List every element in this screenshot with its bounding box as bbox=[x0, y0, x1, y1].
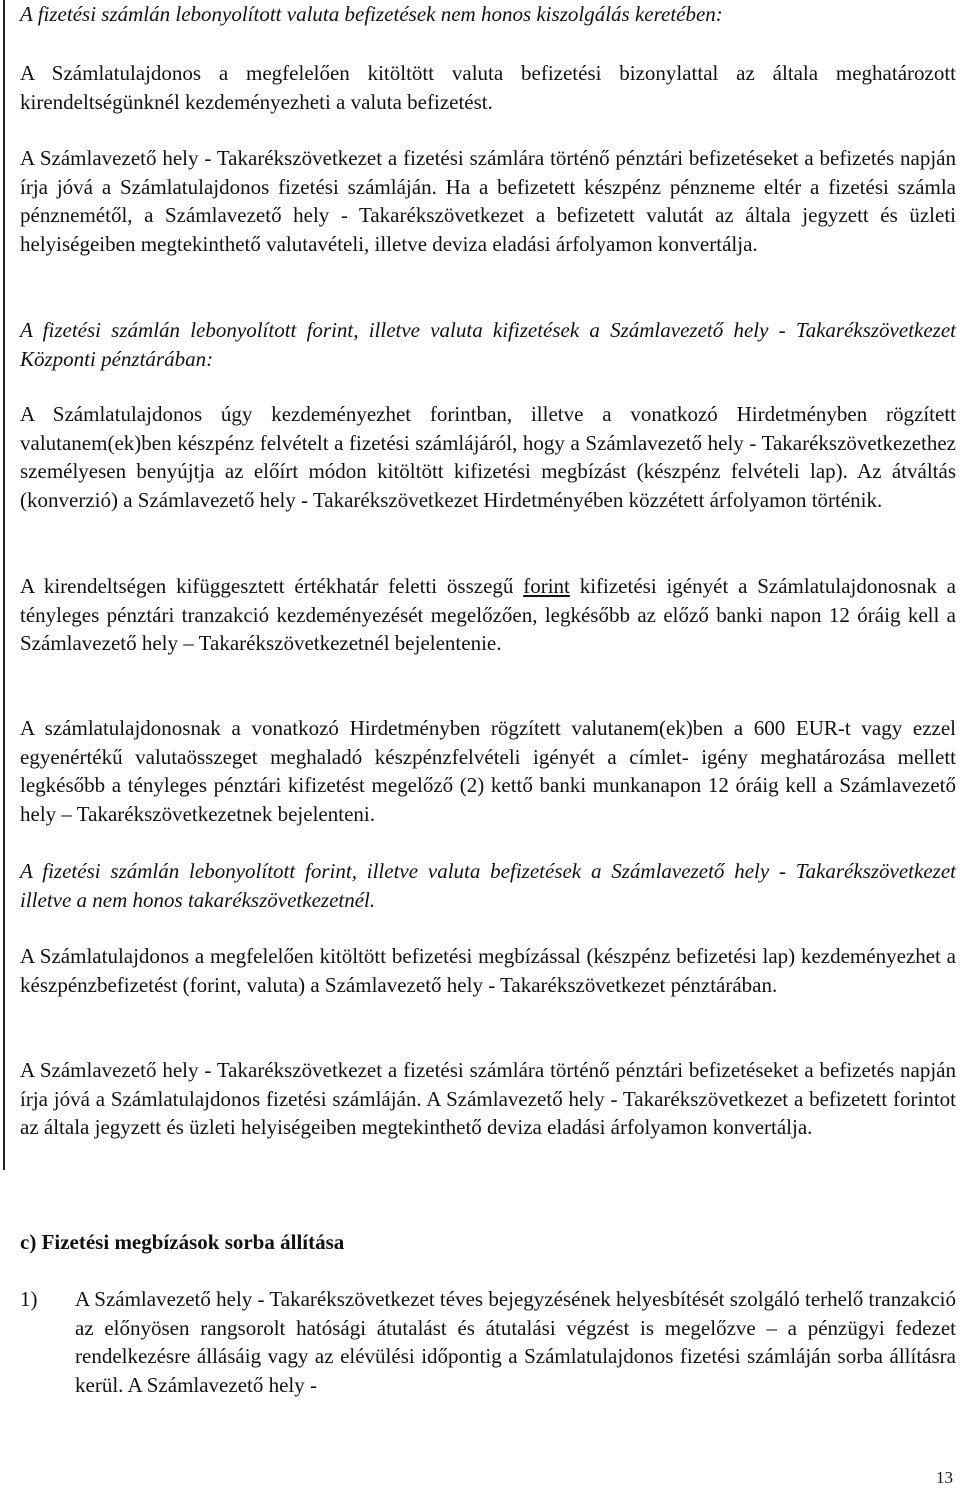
paragraph-4-start: A kirendeltségen kifüggesztett értékhatár feletti összegű bbox=[20, 574, 524, 598]
paragraph-3: A Számlatulajdonos úgy kezdeményezhet forintban, illetve a vonatkozó Hirdetményben rögzített valutanem(ek)ben készpénz felvételt a fizetési számlájáról, hogy a Számlavezető hely - Takarékszövetkezethez személyesen benyújtja az előírt módon kitöltött kifizetési megbízást (készpénz felvételi lap). Az átváltás (konverzió) a Számlavezető hely - Takarékszövetkezet Hirdetményében közzétett árfolyamon történik. bbox=[20, 402, 956, 512]
paragraph-6: A Számlatulajdonos a megfelelően kitöltött befizetési megbízással (készpénz befizetési lap) kezdeményezhet a készpénzbefizetést (forint, valuta) a Számlavezető hely - Takarékszövetkezet pénztárában. bbox=[20, 944, 956, 997]
revision-change-bar bbox=[3, 0, 5, 1170]
paragraph-4-end: kifizetési igényét a Számlatulajdonosnak a tényleges pénztári tranzakció kezdeményezését megelőzően, legkésőbb az előző banki napon 12 óráig kell a Számlavezető hely – Takarékszövetkezetnél bejelentenie. bbox=[20, 574, 956, 655]
paragraph-2: A Számlavezető hely - Takarékszövetkezet a fizetési számlára történő pénztári befizetéseket a befizetés napján írja jóvá a Számlatulajdonos fizetési számláján. Ha a befizetett készpénz pénzneme eltér a fizetési számla pénznemétől, a Számlavezető hely - Takarékszövetkezet a befizetett valutát az általa jegyzett és üzleti helyiségeiben megtekinthető valutavételi, illetve deviza eladási árfolyamon konvertálja. bbox=[20, 146, 956, 256]
subheading-foreign-currency-deposits: A fizetési számlán lebonyolított valuta befizetések nem honos kiszolgálás keretében: bbox=[20, 2, 723, 26]
subheading-withdrawals: A fizetési számlán lebonyolított forint, illetve valuta kifizetések a Számlavezető hely - Takarékszövetkezet Központi pénztárában: bbox=[20, 318, 956, 371]
paragraph-5: A számlatulajdonosnak a vonatkozó Hirdetményben rögzített valutanem(ek)ben a 600 EUR-t vagy ezzel egyenértékű valutaösszeget meghaladó készpénzfelvételi igényét a címlet- igény meghatározása mellett legkésőbb a tényleges pénztári kifizetést megelőző (2) kettő banki munkanapon 12 óráig kell a Számlavezető hely – Takarékszövetkezetnek bejelenteni. bbox=[20, 716, 956, 826]
underlined-forint: forint bbox=[523, 574, 570, 598]
list-item-1-number: 1) bbox=[20, 1287, 38, 1311]
list-item-1-text: A Számlavezető hely - Takarékszövetkezet téves bejegyzésének helyesbítését szolgáló terhelő tranzakció az előnyösen rangsorolt hatósági átutalást és átutalási végzést is megelőzve – a pénzügyi fedezet rendelkezésre állásáig vagy az elévülési időpontig a Számlatulajdonos fizetési számláján sorba állításra kerül. A Számlavezető hely - bbox=[75, 1287, 956, 1397]
page-number: 13 bbox=[936, 1468, 953, 1487]
list-item-1 bbox=[20, 1285, 956, 1399]
paragraph-4 bbox=[20, 572, 956, 658]
paragraph-7: A Számlavezető hely - Takarékszövetkezet a fizetési számlára történő pénztári befizetéseket a befizetés napján írja jóvá a Számlatulajdonos fizetési számláján. A Számlavezető hely - Takarékszövetkezet a befizetett forintot az általa jegyzett és üzleti helyiségeiben megtekinthető deviza eladási árfolyamon konvertálja. bbox=[20, 1058, 956, 1139]
section-heading-c: c) Fizetési megbízások sorba állítása bbox=[20, 1230, 345, 1254]
subheading-deposits: A fizetési számlán lebonyolított forint, illetve valuta befizetések a Számlavezető hely - Takarékszövetkezet illetve a nem honos takarékszövetkezetnél. bbox=[20, 859, 956, 912]
paragraph-1: A Számlatulajdonos a megfelelően kitöltött valuta befizetési bizonylattal az általa meghatározott kirendeltségünknél kezdeményezheti a valuta befizetést. bbox=[20, 61, 956, 114]
